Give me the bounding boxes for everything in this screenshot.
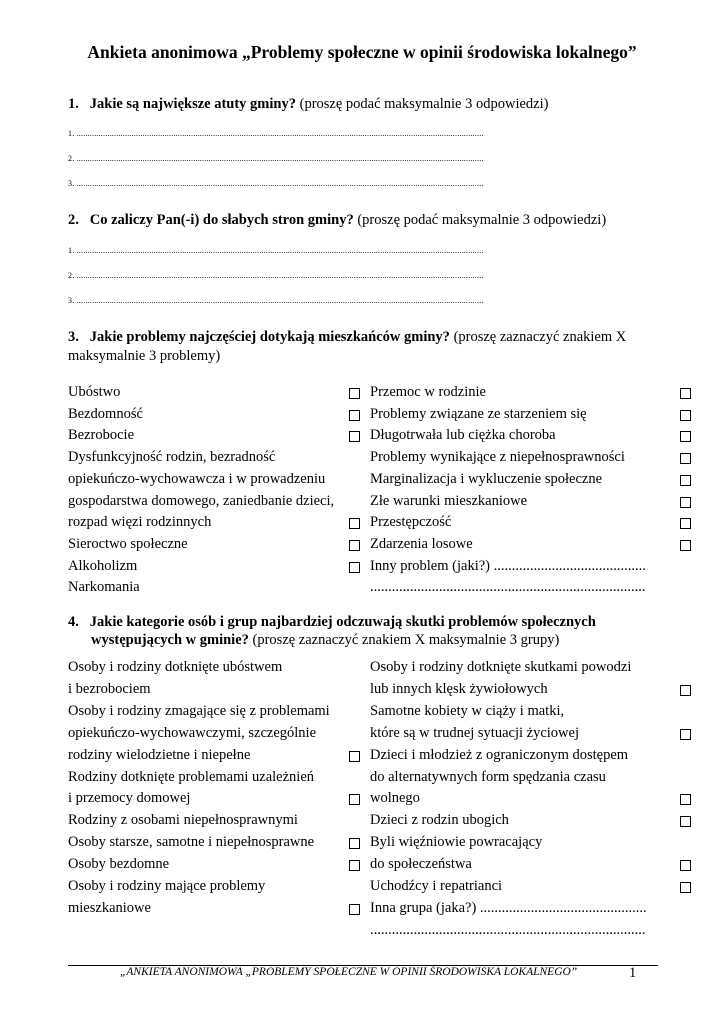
q3-left-checkbox[interactable] bbox=[349, 540, 360, 551]
question-4-number: 4. bbox=[68, 614, 79, 630]
q4-right-option: które są w trudnej sytuacji życiowej bbox=[370, 724, 579, 741]
q4-left-option: i przemocy domowej bbox=[68, 790, 191, 807]
q3-right-checkbox[interactable] bbox=[680, 388, 691, 399]
q3-right-option: Problemy wynikające z niepełnosprawności bbox=[370, 449, 625, 466]
q4-right-checkbox[interactable] bbox=[680, 794, 691, 805]
q4-left-option: i bezrobociem bbox=[68, 680, 151, 697]
q4-right-option: Uchodźcy i repatrianci bbox=[370, 878, 503, 894]
q4-right-checkbox[interactable] bbox=[680, 685, 691, 696]
question-1-text: Jakie są największe atuty gminy? bbox=[89, 96, 296, 112]
q3-left-option: rozpad więzi rodzinnych bbox=[68, 514, 212, 531]
q4-left-option: rodziny wielodzietne i niepełne bbox=[68, 746, 251, 763]
q4-left-option: Osoby bezdomne bbox=[68, 856, 170, 873]
q3-left-option: Sieroctwo społeczne bbox=[68, 535, 188, 552]
answer-line[interactable]: 1. ......................................................................................................................................................................................... bbox=[68, 246, 484, 255]
question-4-text-cont: występujących w gminie? bbox=[91, 632, 249, 648]
answer-line[interactable]: 2. ......................................................................................................................................................................................... bbox=[68, 154, 484, 163]
q4-right-option: do społeczeństwa bbox=[370, 856, 472, 873]
question-1-note: (proszę podać maksymalnie 3 odpowiedzi) bbox=[295, 96, 549, 112]
question-1 bbox=[68, 96, 548, 113]
q3-right-checkbox[interactable] bbox=[680, 497, 691, 508]
q4-left-option: Osoby i rodziny dotknięte ubóstwem bbox=[68, 659, 283, 675]
q3-right-option: Przestępczość bbox=[370, 514, 452, 531]
page-title: Ankieta anonimowa „Problemy społeczne w opinii środowiska lokalnego” bbox=[87, 42, 637, 62]
q4-right-option: Inna grupa (jaka?) .............................................. bbox=[370, 899, 647, 916]
q3-left-checkbox[interactable] bbox=[349, 431, 360, 442]
q4-right-option: lub innych klęsk żywiołowych bbox=[370, 680, 548, 697]
q4-left-checkbox[interactable] bbox=[349, 751, 360, 762]
q4-right-option: Osoby i rodziny dotknięte skutkami powodzi bbox=[370, 659, 632, 675]
q4-right-option: wolnego bbox=[370, 790, 420, 807]
q3-left-checkbox[interactable] bbox=[349, 410, 360, 421]
q3-left-option: Narkomania bbox=[68, 579, 140, 596]
page-number: 1 bbox=[629, 965, 637, 981]
q3-left-option: Ubóstwo bbox=[68, 384, 121, 400]
question-3 bbox=[68, 329, 626, 346]
q4-right-option: Samotne kobiety w ciąży i matki, bbox=[370, 702, 565, 719]
q3-right-option: ............................................................................ bbox=[370, 579, 646, 596]
q3-right-option: Problemy związane ze starzeniem się bbox=[370, 405, 587, 422]
q3-left-option: Bezdomność bbox=[68, 405, 143, 422]
q4-right-checkbox[interactable] bbox=[680, 729, 691, 740]
q4-left-option: Osoby i rodziny mające problemy bbox=[68, 878, 266, 894]
question-4-text: Jakie kategorie osób i grup najbardziej odczuwają skutki problemów społecznych bbox=[89, 614, 596, 630]
question-4-cont bbox=[91, 632, 559, 649]
q3-left-option: opiekuńczo-wychowawcza i w prowadzeniu bbox=[68, 470, 326, 487]
q4-left-option: opiekuńczo-wychowawczymi, szczególnie bbox=[68, 724, 317, 741]
q3-right-option: Inny problem (jaki?) .......................................... bbox=[370, 557, 646, 574]
question-3-note-cont: maksymalnie 3 problemy) bbox=[68, 348, 221, 364]
question-4 bbox=[68, 614, 596, 631]
question-2-number: 2. bbox=[68, 212, 79, 228]
q4-right-checkbox[interactable] bbox=[680, 860, 691, 871]
q4-right-checkbox[interactable] bbox=[680, 816, 691, 827]
q4-left-option: Osoby starsze, samotne i niepełnosprawne bbox=[68, 834, 315, 851]
q3-right-checkbox[interactable] bbox=[680, 410, 691, 421]
answer-line[interactable]: 1. ......................................................................................................................................................................................... bbox=[68, 129, 484, 138]
q4-right-option: Dzieci i młodzież z ograniczonym dostępem bbox=[370, 746, 629, 763]
q3-left-checkbox[interactable] bbox=[349, 388, 360, 399]
question-4-note: (proszę zaznaczyć znakiem X maksymalnie 3 grupy) bbox=[248, 632, 560, 648]
q4-right-option: Dzieci z rodzin ubogich bbox=[370, 812, 509, 829]
q4-left-option: Rodziny z osobami niepełnosprawnymi bbox=[68, 812, 298, 829]
question-3-note: (proszę zaznaczyć znakiem X bbox=[449, 329, 627, 345]
q4-right-option: ............................................................................ bbox=[370, 921, 646, 938]
q3-left-option: Bezrobocie bbox=[68, 427, 135, 444]
answer-line[interactable]: 2. ......................................................................................................................................................................................... bbox=[68, 271, 484, 280]
q3-right-checkbox[interactable] bbox=[680, 475, 691, 486]
q4-right-checkbox[interactable] bbox=[680, 882, 691, 893]
q3-left-option: Alkoholizm bbox=[68, 557, 138, 574]
q4-left-option: Rodziny dotknięte problemami uzależnień bbox=[68, 768, 315, 785]
q4-right-option: do alternatywnych form spędzania czasu bbox=[370, 768, 606, 785]
answer-line[interactable]: 3. ......................................................................................................................................................................................... bbox=[68, 179, 484, 188]
q3-right-option: Przemoc w rodzinie bbox=[370, 384, 486, 400]
q4-left-checkbox[interactable] bbox=[349, 838, 360, 849]
question-2 bbox=[68, 212, 606, 229]
q4-left-option: mieszkaniowe bbox=[68, 899, 151, 916]
page-footer: „ANKIETA ANONIMOWA „PROBLEMY SPOŁECZNE W OPINII ŚRODOWISKA LOKALNEGO” bbox=[120, 966, 578, 978]
q3-right-checkbox[interactable] bbox=[680, 453, 691, 464]
q4-right-option: Byli więźniowie powracający bbox=[370, 834, 543, 851]
question-3-text: Jakie problemy najczęściej dotykają mieszkańców gminy? bbox=[89, 329, 450, 345]
q3-left-checkbox[interactable] bbox=[349, 518, 360, 529]
q3-right-option: Zdarzenia losowe bbox=[370, 535, 473, 552]
question-3-number: 3. bbox=[68, 329, 79, 345]
question-1-number: 1. bbox=[68, 96, 79, 112]
q4-left-option: Osoby i rodziny zmagające się z problemami bbox=[68, 702, 330, 719]
question-2-note: (proszę podać maksymalnie 3 odpowiedzi) bbox=[353, 212, 607, 228]
q3-right-checkbox[interactable] bbox=[680, 518, 691, 529]
q4-left-checkbox[interactable] bbox=[349, 794, 360, 805]
q4-left-checkbox[interactable] bbox=[349, 860, 360, 871]
q3-left-checkbox[interactable] bbox=[349, 562, 360, 573]
q3-right-option: Złe warunki mieszkaniowe bbox=[370, 492, 528, 509]
q3-right-checkbox[interactable] bbox=[680, 540, 691, 551]
q3-right-option: Marginalizacja i wykluczenie społeczne bbox=[370, 470, 603, 487]
answer-line[interactable]: 3. ......................................................................................................................................................................................... bbox=[68, 296, 484, 305]
q3-right-checkbox[interactable] bbox=[680, 431, 691, 442]
q4-left-checkbox[interactable] bbox=[349, 904, 360, 915]
q3-left-option: gospodarstwa domowego, zaniedbanie dzieci, bbox=[68, 492, 335, 509]
q3-left-option: Dysfunkcyjność rodzin, bezradność bbox=[68, 449, 276, 466]
q3-right-option: Długotrwała lub ciężka choroba bbox=[370, 427, 556, 444]
question-2-text: Co zaliczy Pan(-i) do słabych stron gminy? bbox=[89, 212, 354, 228]
